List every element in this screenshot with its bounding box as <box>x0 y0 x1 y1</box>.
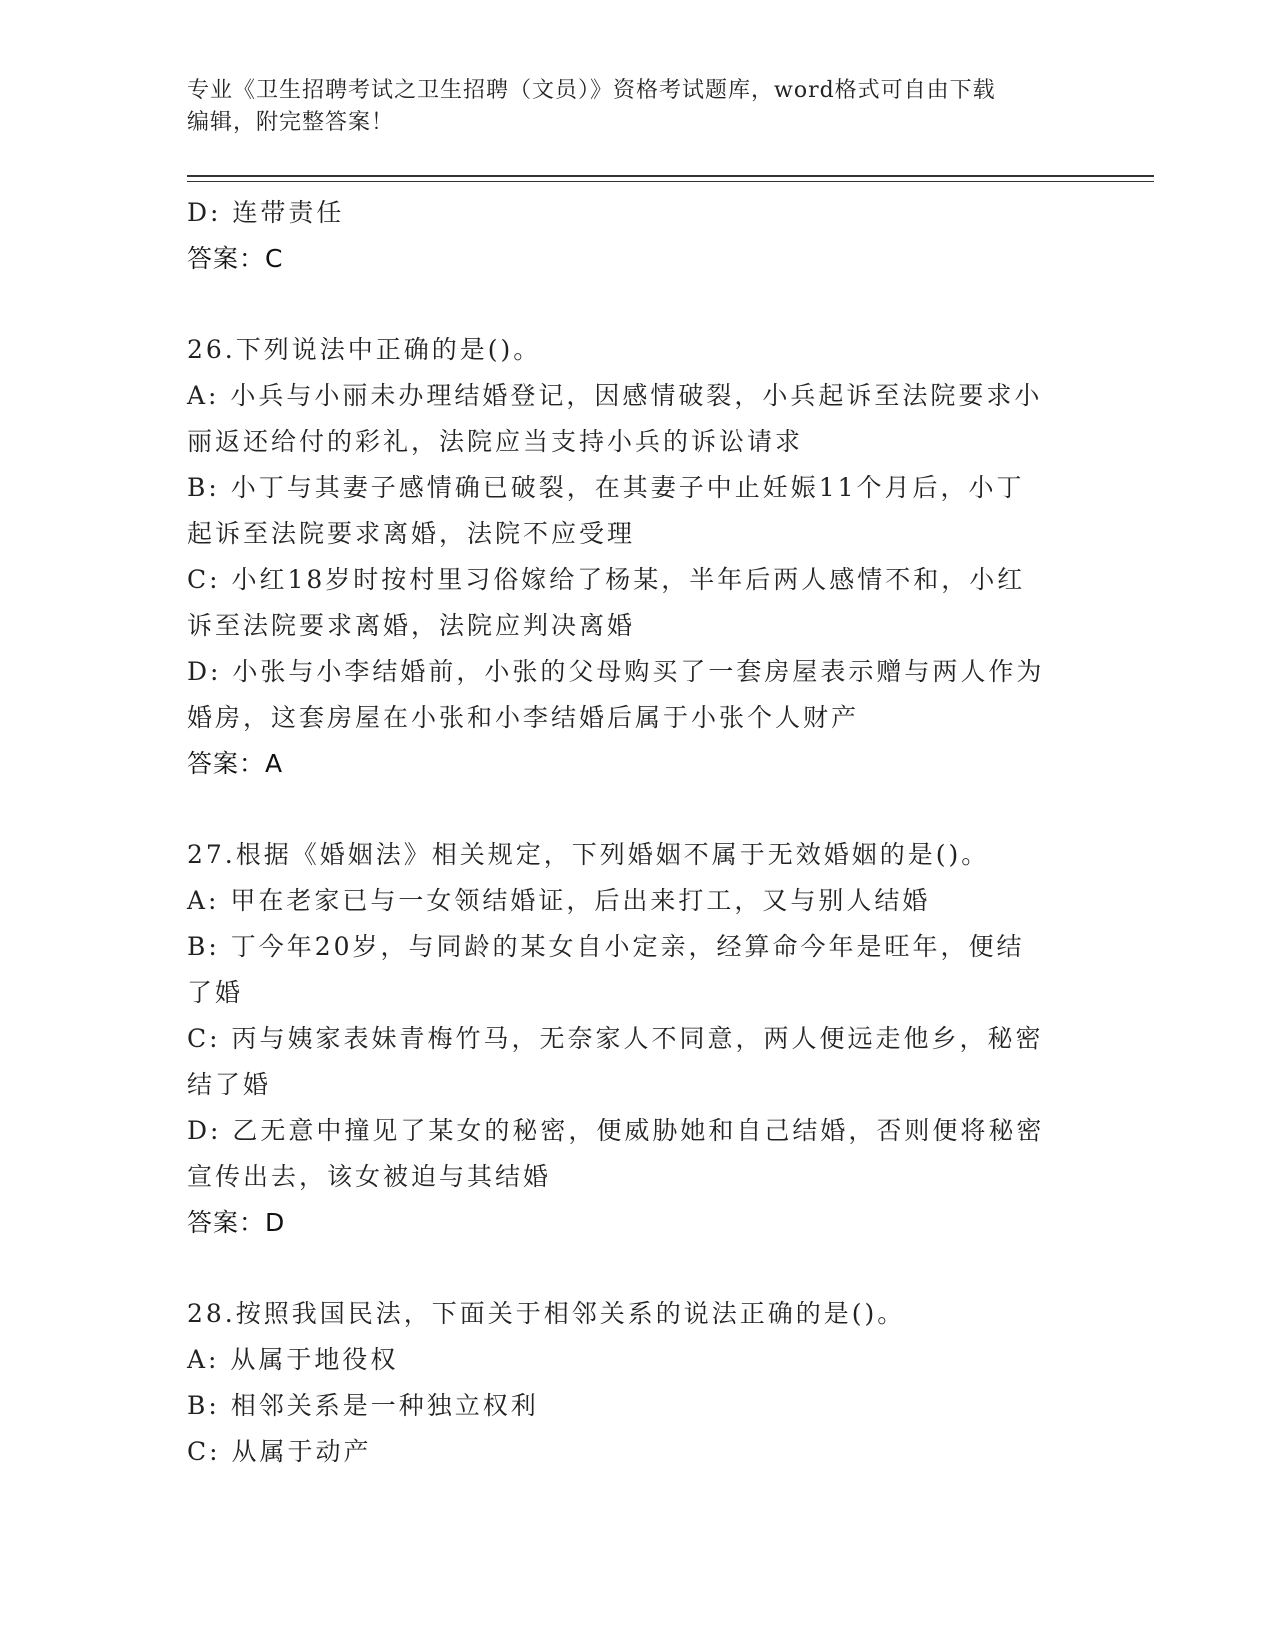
option-a: A: 甲在老家已与一女领结婚证，后出来打工，又与别人结婚 <box>187 886 931 915</box>
header-line-2: 编辑，附完整答案！ <box>187 110 395 135</box>
option-a-cont: 丽返还给付的彩礼，法院应当支持小兵的诉讼请求 <box>187 427 804 456</box>
option-a: A: 从属于地役权 <box>187 1345 399 1374</box>
option-b: B: 相邻关系是一种独立权利 <box>187 1391 539 1420</box>
option-b: B: 小丁与其妻子感情确已破裂，在其妻子中止妊娠11个月后，小丁 <box>187 473 1025 502</box>
answer-line: 答案：A <box>187 749 284 778</box>
option-d: D: 小张与小李结婚前，小张的父母购买了一套房屋表示赠与两人作为 <box>187 657 1045 686</box>
page-header <box>187 75 1087 139</box>
option-d: D: 乙无意中撞见了某女的秘密，便威胁她和自己结婚，否则便将秘密 <box>187 1116 1045 1145</box>
header-line-1: 专业《卫生招聘考试之卫生招聘（文员）》资格考试题库，word格式可自由下载 <box>187 78 996 103</box>
answer-line: 答案：C <box>187 244 284 273</box>
question-text: 27.根据《婚姻法》相关规定，下列婚姻不属于无效婚姻的是()。 <box>187 840 990 869</box>
question-text: 26.下列说法中正确的是()。 <box>187 335 542 364</box>
header-divider-thick <box>187 175 1154 177</box>
option-c-cont: 结了婚 <box>187 1070 272 1099</box>
question-28 <box>187 1291 1087 1475</box>
question-25-tail <box>187 190 1087 282</box>
option-b-cont: 起诉至法院要求离婚，法院不应受理 <box>187 519 636 548</box>
option-d-cont: 宣传出去，该女被迫与其结婚 <box>187 1162 552 1191</box>
header-divider-thin <box>187 181 1154 182</box>
option-c-cont: 诉至法院要求离婚，法院应判决离婚 <box>187 611 636 640</box>
question-26 <box>187 327 1087 787</box>
question-text: 28.按照我国民法，下面关于相邻关系的说法正确的是()。 <box>187 1299 906 1328</box>
spacer <box>187 787 1087 832</box>
option-c: C: 小红18岁时按村里习俗嫁给了杨某，半年后两人感情不和，小红 <box>187 565 1026 594</box>
option-d: D: 连带责任 <box>187 198 345 227</box>
document-body <box>187 190 1087 1475</box>
answer-line: 答案：D <box>187 1208 286 1237</box>
option-c: C: 从属于动产 <box>187 1437 372 1466</box>
option-d-cont: 婚房，这套房屋在小张和小李结婚后属于小张个人财产 <box>187 703 860 732</box>
question-27 <box>187 832 1087 1246</box>
option-a: A: 小兵与小丽未办理结婚登记，因感情破裂，小兵起诉至法院要求小 <box>187 381 1043 410</box>
option-c: C: 丙与姨家表妹青梅竹马，无奈家人不同意，两人便远走他乡，秘密 <box>187 1024 1044 1053</box>
option-b: B: 丁今年20岁，与同龄的某女自小定亲，经算命今年是旺年，便结 <box>187 932 1025 961</box>
option-b-cont: 了婚 <box>187 978 244 1007</box>
spacer <box>187 282 1087 327</box>
spacer <box>187 1246 1087 1291</box>
